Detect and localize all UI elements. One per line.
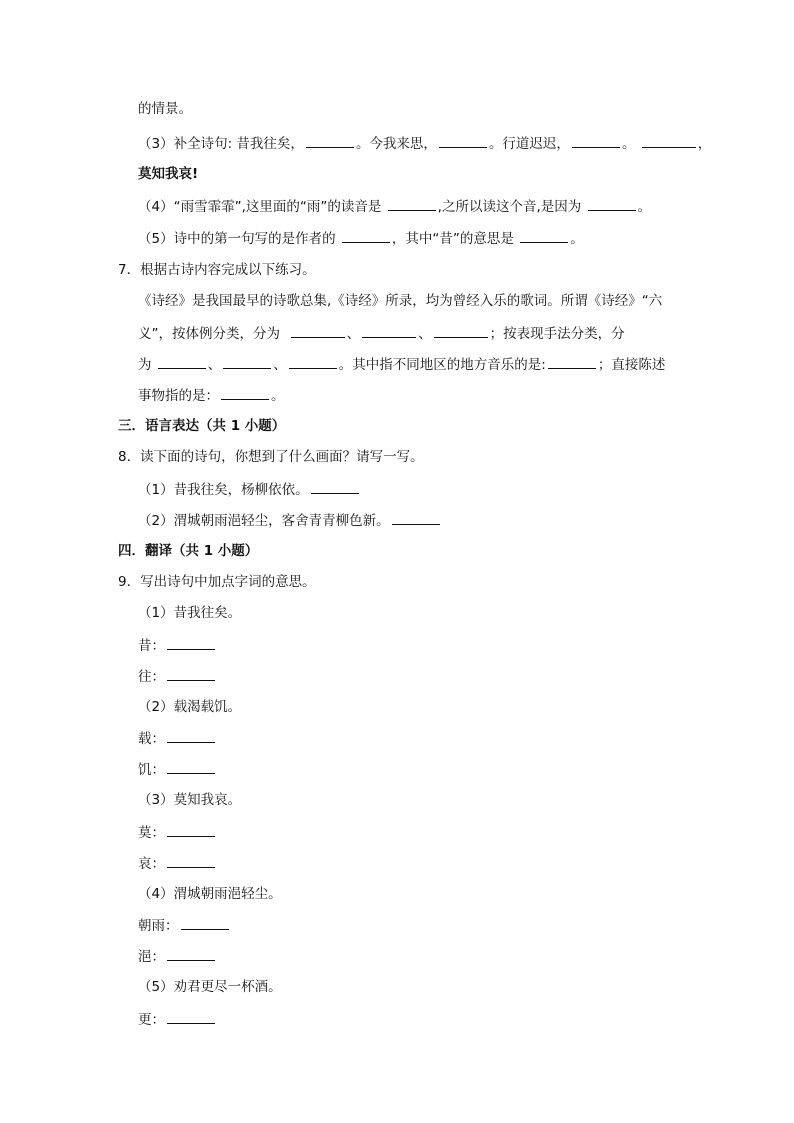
q9-answer-blank[interactable] <box>167 635 215 650</box>
q7-line3-b: 。其中指不同地区的地方音乐的是: <box>338 357 546 373</box>
q7-sep-3: 、 <box>207 357 222 373</box>
q6-3-line1 <box>138 133 711 154</box>
q9-word-label: 浥： <box>138 949 165 965</box>
q9-word-row <box>138 915 231 936</box>
q7-line3-a: 为 <box>138 357 152 373</box>
q7-blank-7[interactable] <box>548 354 596 369</box>
q9-word-label: 饥： <box>138 762 165 778</box>
section-3-heading: 三．语言表达（共 1 小题） <box>118 418 286 434</box>
q9-word-label: 往： <box>138 669 165 685</box>
q6-4-blank-2[interactable] <box>588 196 636 211</box>
q9-word-row <box>138 946 217 967</box>
q9-word-row <box>138 759 217 780</box>
q9-word-label: 昔： <box>138 638 165 654</box>
q9-answer-blank[interactable] <box>167 666 215 681</box>
q7-line1: 《诗经》是我国最早的诗歌总集,《诗经》所录，均为曾经入乐的歌词。所谓《诗经》“六 <box>138 293 663 309</box>
q9-s4: （4）渭城朝雨浥轻尘。 <box>138 886 282 902</box>
q7-line4 <box>138 385 285 406</box>
q8-sentence-1 <box>138 479 361 500</box>
q6-5-blank-1[interactable] <box>342 228 390 243</box>
q6-3-p1: 。今我来思， <box>355 136 437 152</box>
q6-4-end: 。 <box>637 199 652 215</box>
q6-5-end: 。 <box>570 231 584 247</box>
q7-title: 7．根据古诗内容完成以下练习。 <box>118 262 316 278</box>
q7-line2-b: ；按表现手法分类，分 <box>489 326 625 342</box>
q6-3-blank-3[interactable] <box>572 133 620 148</box>
q6-4-blank-1[interactable] <box>388 196 436 211</box>
q9-answer-blank[interactable] <box>167 1009 215 1024</box>
q9-title: 9．写出诗句中加点字词的意思。 <box>118 574 316 590</box>
q6-3-p3: 。 <box>621 136 636 152</box>
q7-blank-6[interactable] <box>289 354 337 369</box>
q8-blank-1[interactable] <box>311 479 359 494</box>
q6-3-p4: ， <box>697 136 712 152</box>
q8-sentence-2 <box>138 510 442 531</box>
q6-4-line <box>138 196 651 217</box>
q7-blank-4[interactable] <box>158 354 206 369</box>
q7-line4-b: 。 <box>271 388 285 404</box>
q9-s1: （1）昔我往矣。 <box>138 605 242 621</box>
q6-3-blank-4[interactable] <box>642 133 696 148</box>
q7-blank-3[interactable] <box>434 323 488 338</box>
q8-s1-text: （1）昔我往矣，杨柳依依。 <box>138 482 309 498</box>
q9-word-label: 莫： <box>138 825 165 841</box>
q9-word-label: 载： <box>138 731 165 747</box>
q9-answer-blank[interactable] <box>167 759 215 774</box>
q7-blank-5[interactable] <box>223 354 271 369</box>
q7-blank-8[interactable] <box>221 385 269 400</box>
q9-s5: （5）劝君更尽一杯酒。 <box>138 979 282 995</box>
q9-word-row <box>138 666 217 687</box>
q6-5-prefix: （5）诗中的第一句写的是作者的 <box>138 231 336 247</box>
q9-word-label: 哀： <box>138 856 165 872</box>
q6-tail: 的情景。 <box>138 101 192 117</box>
q9-answer-blank[interactable] <box>167 853 215 868</box>
q7-blank-2[interactable] <box>362 323 416 338</box>
q9-s3: （3）莫知我哀。 <box>138 792 242 808</box>
q9-answer-blank[interactable] <box>167 946 215 961</box>
q8-title: 8．读下面的诗句，你想到了什么画面？请写一写。 <box>118 449 424 465</box>
q7-line4-a: 事物指的是： <box>138 388 219 404</box>
q8-s2-text: （2）渭城朝雨浥轻尘，客舍青青柳色新。 <box>138 513 390 529</box>
q9-answer-blank[interactable] <box>181 915 229 930</box>
q7-sep-2: 、 <box>418 326 432 342</box>
q6-4-mid: ,之所以读这个音,是因为 <box>437 199 582 215</box>
q6-3-blank-2[interactable] <box>439 133 487 148</box>
q9-word-row <box>138 635 217 656</box>
q6-5-line <box>138 228 584 249</box>
q9-answer-blank[interactable] <box>167 822 215 837</box>
q6-5-blank-2[interactable] <box>520 228 568 243</box>
section-4-heading: 四．翻译（共 1 小题） <box>118 543 259 559</box>
q7-line2-a: 义”，按体例分类，分为 <box>138 326 280 342</box>
q9-word-label: 更： <box>138 1012 165 1028</box>
q9-word-row <box>138 1009 217 1030</box>
q7-sep-4: 、 <box>273 357 287 373</box>
q9-answer-blank[interactable] <box>167 728 215 743</box>
q6-4-prefix: （4）“雨雪霏霏”,这里面的“雨”的读音是 <box>138 199 382 215</box>
q6-3-p2: 。行道迟迟， <box>488 136 570 152</box>
q9-word-row <box>138 853 217 874</box>
q7-sep-1: 、 <box>346 326 361 342</box>
q9-word-row <box>138 728 217 749</box>
q6-3-prefix: （3）补全诗句: 昔我往矣， <box>138 136 304 152</box>
q7-line3-c: ；直接陈述 <box>597 357 666 373</box>
q7-line2 <box>138 323 625 344</box>
q9-word-label: 朝雨： <box>138 918 179 934</box>
q9-word-row <box>138 822 217 843</box>
q8-blank-2[interactable] <box>392 510 440 525</box>
q7-blank-1[interactable] <box>291 323 345 338</box>
q7-line3 <box>138 354 665 375</box>
q6-3-blank-1[interactable] <box>306 133 354 148</box>
q6-3-line2: 莫知我哀! <box>138 166 199 182</box>
q6-5-mid: ，其中“昔”的意思是 <box>391 231 514 247</box>
q9-s2: （2）载渴载饥。 <box>138 699 242 715</box>
